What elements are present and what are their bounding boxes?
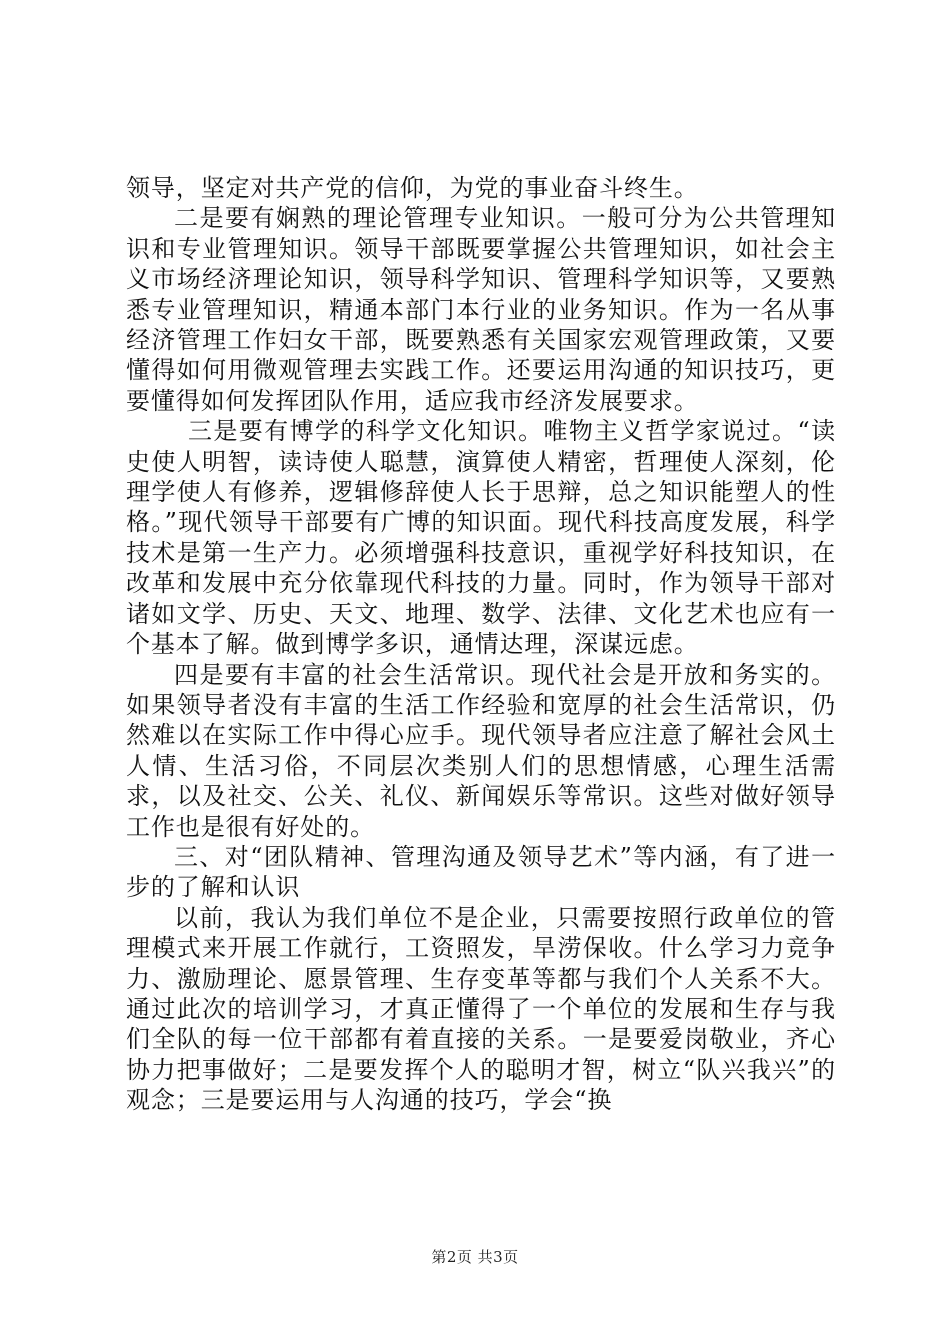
paragraph-4: 四是要有丰富的社会生活常识。现代社会是开放和务实的。如果领导者没有丰富的生活工作经验和宽厚的社会生活常识，仍然难以在实际工作中得心应手。现代领导者应注意了解社会风土人情、生活习俗，不同层次类别人们的思想情感，心理生活需求，以及社交、公关、礼仪、新闻娱乐等常识。这些对做好领导工作也是很有好处的。 (126, 660, 836, 841)
section-heading: 三、对“团队精神、管理沟通及领导艺术”等内涵，有了进一步的了解和认识 (126, 842, 836, 902)
paragraph-2: 二是要有娴熟的理论管理专业知识。一般可分为公共管理知识和专业管理知识。领导干部既要掌握公共管理知识，如社会主义市场经济理论知识，领导科学知识、管理科学知识等，又要熟悉专业管理知识，精通本部门本行业的业务知识。作为一名从事经济管理工作妇女干部，既要熟悉有关国家宏观管理政策，又要懂得如何用微观管理去实践工作。还要运用沟通的知识技巧，更要懂得如何发挥团队作用，适应我市经济发展要求。 (126, 204, 836, 415)
paragraph-5: 以前，我认为我们单位不是企业，只需要按照行政单位的管理模式来开展工作就行，工资照发，旱涝保收。什么学习力竞争力、激励理论、愿景管理、生存变革等都与我们个人关系不大。通过此次的培训学习，才真正懂得了一个单位的发展和生存与我们全队的每一位干部都有着直接的关系。一是要爱岗敬业，齐心协力把事做好；二是要发挥个人的聪明才智，树立“队兴我兴”的观念；三是要运用与人沟通的技巧，学会“换 (126, 903, 836, 1115)
document-body (126, 173, 836, 1116)
paragraph-1: 领导，坚定对共产党的信仰，为党的事业奋斗终生。 (126, 174, 699, 202)
paragraph-3: 三是要有博学的科学文化知识。唯物主义哲学家说过。“读史使人明智，读诗使人聪慧，演算使人精密，哲理使人深刻，伦理学使人有修养，逻辑修辞使人长于思辩，总之知识能塑人的性格。”现代领导干部要有广博的知识面。现代科技高度发展，科学技术是第一生产力。必须增强科技意识，重视学好科技知识，在改革和发展中充分依靠现代科技的力量。同时，作为领导干部对诸如文学、历史、天文、地理、数学、法律、文化艺术也应有一个基本了解。做到博学多识，通情达理，深谋远虑。 (126, 417, 836, 659)
page-number-footer: 第2页 共3页 (431, 1248, 519, 1266)
